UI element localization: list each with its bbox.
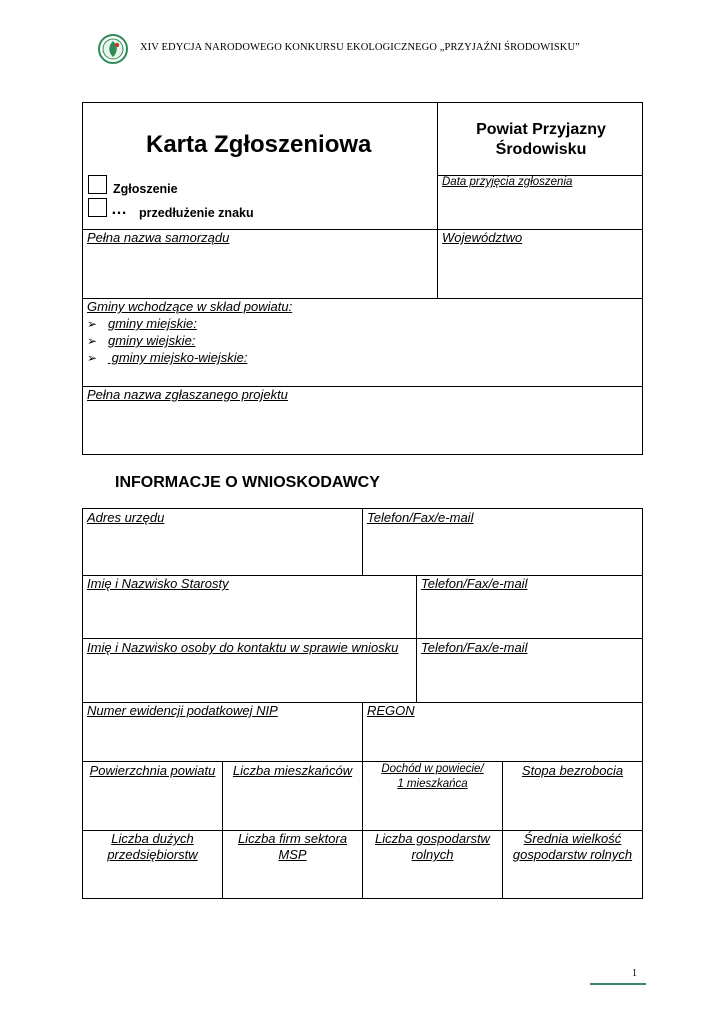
large-companies-line1: Liczba dużych [111,831,194,846]
nip-label: Numer ewidencji podatkowej NIP [87,703,278,718]
application-checkbox[interactable] [88,175,107,194]
phone1-label: Telefon/Fax/e-mail [367,510,474,525]
eco-contest-logo-icon [98,34,128,64]
extension-dots: … [111,201,127,218]
arrow-bullet-icon: ➢ [87,334,98,348]
unemployment-label: Stopa bezrobocia [521,763,624,778]
contact-label: Imię i Nazwisko osoby do kontaktu w sprawie wniosku [87,640,399,655]
arrow-bullet-icon: ➢ [87,317,98,331]
large-companies-line2: przedsiębiorstw [107,847,198,862]
area-label: Powierzchnia powiatu [89,763,216,778]
farm-size-line1: Średnia wielkość [523,831,622,846]
income-label-line2: 1 mieszkańca [397,778,468,790]
title-cell [82,102,438,230]
address-label: Adres urzędu [87,510,165,525]
farms-line2: rolnych [411,847,454,862]
msp-line2: MSP [278,847,307,862]
residents-label: Liczba mieszkańców [232,763,353,778]
municipality-label: Pełna nazwa samorządu [87,230,230,245]
phone3-label: Telefon/Fax/e-mail [421,640,528,655]
gminy-label: Gminy wchodzące w skład powiatu: [87,299,293,314]
income-label-line1: Dochód w powiecie/ [381,763,484,775]
regon-label: REGON [367,703,415,718]
application-checkbox-label: Zgłoszenie [113,182,178,196]
project-label: Pełna nazwa zgłaszanego projektu [87,387,288,402]
page-header [98,34,658,66]
farm-size-line2: gospodarstw rolnych [512,847,633,862]
applicant-section-title: INFORMACJE O WNIOSKODAWCY [115,474,380,491]
page-number: 1 [632,968,637,979]
date-label: Data przyjęcia zgłoszenia [442,176,573,188]
form-title: Karta Zgłoszeniowa [146,131,372,158]
gminy-item: gminy miejskie: [108,316,197,331]
header-title: XIV EDYCJA NARODOWEGO KONKURSU EKOLOGICZNEGO „PRZYJAŹNI ŚRODOWISKU” [140,42,580,53]
extension-checkbox-label: przedłużenie znaku [139,206,254,220]
phone2-label: Telefon/Fax/e-mail [421,576,528,591]
msp-line1: Liczba firm sektora [237,831,348,846]
extension-checkbox[interactable] [88,198,107,217]
arrow-bullet-icon: ➢ [87,351,98,365]
starost-label: Imię i Nazwisko Starosty [87,576,229,591]
form-subtitle: Powiat Przyjazny Środowisku [476,121,606,158]
gminy-item: gminy wiejskie: [108,333,196,348]
farms-line1: Liczba gospodarstw [375,831,490,846]
footer-divider [590,983,646,985]
gminy-item: gminy miejsko-wiejskie: [108,350,248,365]
voivodeship-label: Województwo [442,230,523,245]
